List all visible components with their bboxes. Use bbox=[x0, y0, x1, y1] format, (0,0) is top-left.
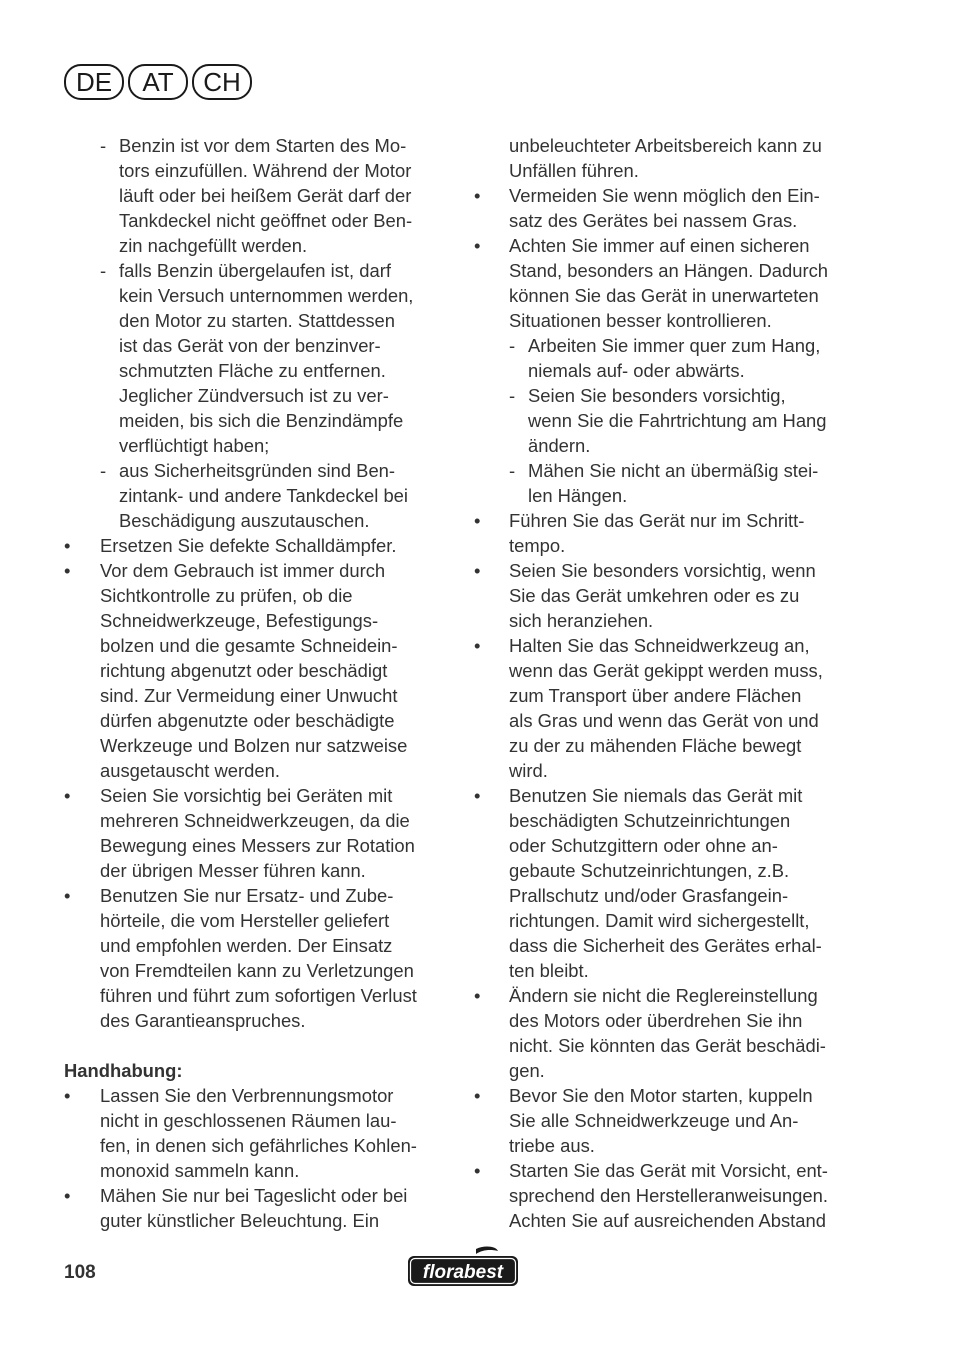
text-line: und empfohlen werden. Der Einsatz bbox=[100, 935, 393, 956]
list-item-text bbox=[100, 1183, 448, 1233]
section-heading: Handhabung: bbox=[64, 1060, 183, 1081]
list-item-text bbox=[509, 983, 866, 1083]
text-line: gebaute Schutzeinrichtungen, z.B. bbox=[509, 860, 790, 881]
text-line: sich heranziehen. bbox=[509, 610, 654, 631]
text-line: Sie alle Schneidwerkzeuge und An- bbox=[509, 1110, 799, 1131]
list-item bbox=[474, 183, 866, 233]
dash-marker: - bbox=[100, 260, 107, 281]
text-line: hörteile, die vom Hersteller geliefert bbox=[100, 910, 390, 931]
text-line: Ändern sie nicht die Reglereinstellung bbox=[509, 985, 818, 1006]
text-line: richtung abgenutzt oder beschädigt bbox=[100, 660, 388, 681]
text-line: Schneidwerkzeuge, Befestigungs- bbox=[100, 610, 379, 631]
text-line: Mähen Sie nur bei Tageslicht oder bei bbox=[100, 1185, 408, 1206]
text-line: niemals auf- oder abwärts. bbox=[528, 360, 745, 381]
list-item bbox=[474, 1158, 866, 1233]
text-line: beschädigten Schutzeinrichtungen bbox=[509, 810, 791, 831]
text-line: Achten Sie immer auf einen sicheren bbox=[509, 235, 810, 256]
list-item-text bbox=[509, 1158, 866, 1233]
sub-list-item bbox=[64, 258, 448, 458]
sub-list-item bbox=[64, 458, 448, 533]
list-item bbox=[64, 533, 448, 558]
text-line: Benzin ist vor dem Starten des Mo- bbox=[119, 135, 407, 156]
text-line: Arbeiten Sie immer quer zum Hang, bbox=[528, 335, 821, 356]
list-item bbox=[64, 783, 448, 883]
text-line: Tankdeckel nicht geöffnet oder Ben- bbox=[119, 210, 413, 231]
text-line: mehreren Schneidwerkzeugen, da die bbox=[100, 810, 410, 831]
text-line: zu der zu mähenden Fläche bewegt bbox=[509, 735, 802, 756]
list-item-text bbox=[100, 883, 448, 1033]
text-line: oder Schutzgittern oder ohne an- bbox=[509, 835, 778, 856]
bullet-marker: • bbox=[64, 885, 71, 906]
list-item bbox=[64, 558, 448, 783]
text-line: Benutzen Sie nur Ersatz- und Zube- bbox=[100, 885, 394, 906]
text-line: Jeglicher Zündversuch ist zu ver- bbox=[119, 385, 389, 406]
list-item-text bbox=[100, 533, 448, 558]
page-number: 108 bbox=[64, 1262, 96, 1283]
list-item-text bbox=[509, 558, 866, 633]
bullet-marker: • bbox=[474, 235, 481, 256]
text-line: können Sie das Gerät in unerwarteten bbox=[509, 285, 819, 306]
sub-list-item bbox=[64, 133, 448, 258]
text-line: Achten Sie auf ausreichenden Abstand bbox=[509, 1210, 826, 1231]
list-item bbox=[474, 783, 866, 983]
text-line: nicht in geschlossenen Räumen lau- bbox=[100, 1110, 397, 1131]
bullet-marker: • bbox=[64, 535, 71, 556]
list-item-text bbox=[509, 783, 866, 983]
right-column bbox=[474, 133, 866, 1233]
spacer bbox=[64, 1033, 448, 1058]
text-line: nicht. Sie könnten das Gerät beschädi- bbox=[509, 1035, 826, 1056]
text-line: wenn Sie die Fahrtrichtung am Hang bbox=[528, 410, 827, 431]
text-line: gen. bbox=[509, 1060, 545, 1081]
text-line: Stand, besonders an Hängen. Dadurch bbox=[509, 260, 828, 281]
text-line: Vermeiden Sie wenn möglich den Ein- bbox=[509, 185, 820, 206]
list-item bbox=[474, 558, 866, 633]
text-line: wird. bbox=[509, 760, 548, 781]
text-line: ten bleibt. bbox=[509, 960, 589, 981]
list-item-text bbox=[509, 633, 866, 783]
text-line: satz des Gerätes bei nassem Gras. bbox=[509, 210, 798, 231]
list-item-text bbox=[509, 1083, 866, 1158]
list-item-text bbox=[528, 458, 866, 508]
text-line: fen, in denen sich gefährliches Kohlen- bbox=[100, 1135, 417, 1156]
text-line: Starten Sie das Gerät mit Vorsicht, ent- bbox=[509, 1160, 828, 1181]
list-item-text bbox=[509, 183, 866, 233]
bullet-marker: • bbox=[474, 635, 481, 656]
bullet-marker: • bbox=[474, 985, 481, 1006]
sub-list-item bbox=[474, 383, 866, 458]
text-line: Sie das Gerät umkehren oder es zu bbox=[509, 585, 800, 606]
florabest-logo bbox=[406, 1246, 520, 1290]
text-line: Führen Sie das Gerät nur im Schritt- bbox=[509, 510, 805, 531]
list-item-text bbox=[119, 458, 448, 533]
text-line: Sichtkontrolle zu prüfen, ob die bbox=[100, 585, 353, 606]
text-line: unbeleuchteter Arbeitsbereich kann zu bbox=[509, 135, 822, 156]
text-line: schmutzten Fläche zu entfernen. bbox=[119, 360, 386, 381]
text-line: Mähen Sie nicht an übermäßig stei- bbox=[528, 460, 819, 481]
text-line: ausgetauscht werden. bbox=[100, 760, 280, 781]
text-line: monoxid sammeln kann. bbox=[100, 1160, 300, 1181]
bullet-marker: • bbox=[64, 1085, 71, 1106]
list-item-text bbox=[509, 508, 866, 558]
list-item bbox=[64, 1083, 448, 1183]
list-item-text bbox=[119, 258, 448, 458]
text-line: Seien Sie besonders vorsichtig, wenn bbox=[509, 560, 816, 581]
text-line: verflüchtigt haben; bbox=[119, 435, 270, 456]
list-item-text bbox=[100, 1083, 448, 1183]
sub-list-item bbox=[474, 333, 866, 383]
text-line: kein Versuch unternommen werden, bbox=[119, 285, 414, 306]
text-line: den Motor zu starten. Stattdessen bbox=[119, 310, 396, 331]
text-line: wenn das Gerät gekippt werden muss, bbox=[509, 660, 823, 681]
text-line: von Fremdteilen kann zu Verletzungen bbox=[100, 960, 414, 981]
list-item bbox=[474, 633, 866, 783]
text-line: Vor dem Gebrauch ist immer durch bbox=[100, 560, 386, 581]
text-line: Unfällen führen. bbox=[509, 160, 639, 181]
list-item-text bbox=[528, 333, 866, 383]
dash-marker: - bbox=[100, 460, 107, 481]
list-item-text bbox=[100, 558, 448, 783]
text-line: richtungen. Damit wird sichergestellt, bbox=[509, 910, 810, 931]
text-line: Beschädigung auszutauschen. bbox=[119, 510, 370, 531]
text-line: Seien Sie vorsichtig bei Geräten mit bbox=[100, 785, 393, 806]
list-item bbox=[64, 1183, 448, 1233]
list-item-text bbox=[119, 133, 448, 258]
text-line: Lassen Sie den Verbrennungsmotor bbox=[100, 1085, 394, 1106]
bullet-marker: • bbox=[474, 1160, 481, 1181]
dash-marker: - bbox=[509, 460, 516, 481]
text-line: zum Transport über andere Flächen bbox=[509, 685, 802, 706]
text-line: tors einzufüllen. Während der Motor bbox=[119, 160, 412, 181]
bullet-marker: • bbox=[474, 785, 481, 806]
logo-text: florabest bbox=[422, 1262, 504, 1283]
text-line: Seien Sie besonders vorsichtig, bbox=[528, 385, 786, 406]
text-line: Halten Sie das Schneidwerkzeug an, bbox=[509, 635, 810, 656]
text-line: zin nachgefüllt werden. bbox=[119, 235, 308, 256]
bullet-marker: • bbox=[474, 560, 481, 581]
text-line: falls Benzin übergelaufen ist, darf bbox=[119, 260, 391, 281]
text-line: dürfen abgenutzte oder beschädigte bbox=[100, 710, 395, 731]
text-line: len Hängen. bbox=[528, 485, 628, 506]
text-line: läuft oder bei heißem Gerät darf der bbox=[119, 185, 412, 206]
text-line: sprechend den Herstelleranweisungen. bbox=[509, 1185, 828, 1206]
bullet-marker: • bbox=[64, 560, 71, 581]
list-item-text bbox=[528, 383, 866, 458]
list-item bbox=[64, 883, 448, 1033]
bullet-marker: • bbox=[64, 1185, 71, 1206]
text-line: meiden, bis sich die Benzindämpfe bbox=[119, 410, 404, 431]
badge-at: AT bbox=[128, 64, 188, 100]
text-line: ist das Gerät von der benzinver- bbox=[119, 335, 381, 356]
list-item bbox=[474, 983, 866, 1083]
list-item-text bbox=[509, 233, 866, 333]
text-line: Situationen besser kontrollieren. bbox=[509, 310, 772, 331]
text-line: Bevor Sie den Motor starten, kuppeln bbox=[509, 1085, 813, 1106]
text-line: tempo. bbox=[509, 535, 566, 556]
text-line: triebe aus. bbox=[509, 1135, 595, 1156]
badge-de: DE bbox=[64, 64, 124, 100]
bullet-marker: • bbox=[474, 1085, 481, 1106]
text-line: aus Sicherheitsgründen sind Ben- bbox=[119, 460, 396, 481]
text-line: Werkzeuge und Bolzen nur satzweise bbox=[100, 735, 408, 756]
bullet-marker: • bbox=[64, 785, 71, 806]
text-line: des Motors oder überdrehen Sie ihn bbox=[509, 1010, 803, 1031]
left-column bbox=[64, 133, 448, 1233]
list-item-text bbox=[100, 783, 448, 883]
badge-ch: CH bbox=[192, 64, 252, 100]
list-item bbox=[474, 508, 866, 558]
sub-list-item bbox=[474, 458, 866, 508]
text-line: Bewegung eines Messers zur Rotation bbox=[100, 835, 415, 856]
dash-marker: - bbox=[509, 385, 516, 406]
text-line: als Gras und wenn das Gerät von und bbox=[509, 710, 819, 731]
text-line: führen und führt zum sofortigen Verlust bbox=[100, 985, 417, 1006]
text-line: dass die Sicherheit des Gerätes erhal- bbox=[509, 935, 822, 956]
dash-marker: - bbox=[509, 335, 516, 356]
bullet-marker: • bbox=[474, 510, 481, 531]
text-line: guter künstlicher Beleuchtung. Ein bbox=[100, 1210, 380, 1231]
bullet-marker: • bbox=[474, 185, 481, 206]
text-line: bolzen und die gesamte Schneidein- bbox=[100, 635, 398, 656]
list-item bbox=[474, 233, 866, 333]
dash-marker: - bbox=[100, 135, 107, 156]
text-line: sind. Zur Vermeidung einer Unwucht bbox=[100, 685, 398, 706]
text-line: der übrigen Messer führen kann. bbox=[100, 860, 366, 881]
text-line: Prallschutz und/oder Grasfangein- bbox=[509, 885, 789, 906]
text-line: ändern. bbox=[528, 435, 591, 456]
list-item bbox=[474, 1083, 866, 1158]
text-line: Ersetzen Sie defekte Schalldämpfer. bbox=[100, 535, 397, 556]
text-line: zintank- und andere Tankdeckel bei bbox=[119, 485, 408, 506]
text-line: Benutzen Sie niemals das Gerät mit bbox=[509, 785, 803, 806]
text-line: des Garantieanspruches. bbox=[100, 1010, 306, 1031]
